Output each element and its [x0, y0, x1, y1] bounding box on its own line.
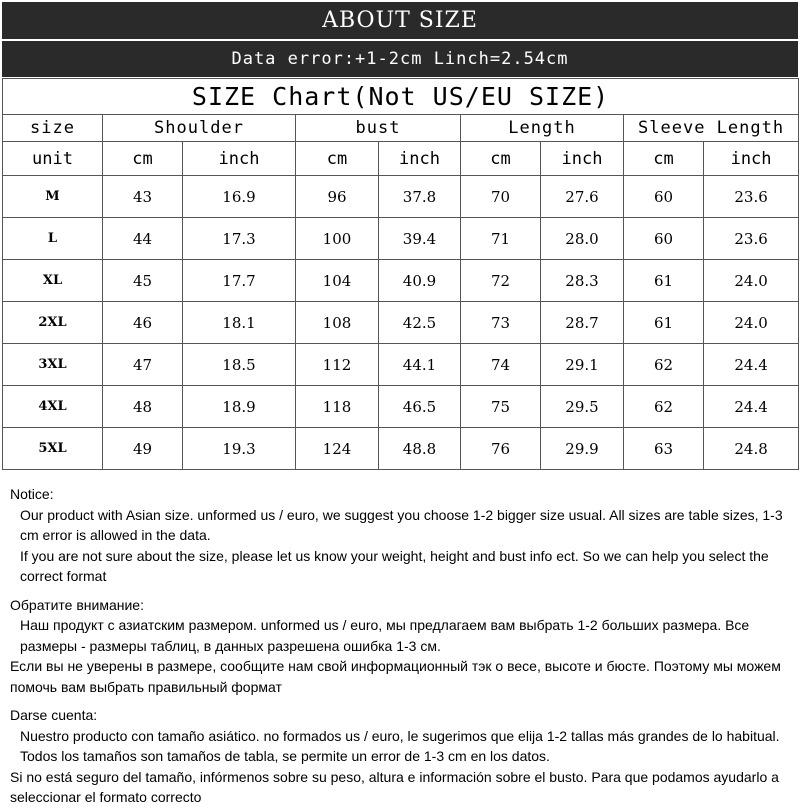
- group-header-row: [3, 115, 799, 142]
- length-header: Length: [461, 115, 624, 142]
- size-cell: 5XL: [3, 428, 103, 470]
- measurement-cell: 23.6: [704, 176, 799, 218]
- table-row: [3, 428, 799, 470]
- about-size-banner: [2, 2, 798, 39]
- table-row: [3, 386, 799, 428]
- unit-cell: inch: [541, 142, 624, 176]
- measurement-cell: 73: [461, 302, 541, 344]
- sleeve-length-header: Sleeve Length: [624, 115, 799, 142]
- size-cell: 3XL: [3, 344, 103, 386]
- measurement-cell: 29.1: [541, 344, 624, 386]
- unit-cell: cm: [461, 142, 541, 176]
- notes-section: [10, 484, 795, 808]
- measurement-cell: 24.8: [704, 428, 799, 470]
- notice-heading-ru: Обратите внимание:: [10, 596, 144, 613]
- size-chart-title: SIZE Chart(Not US/EU SIZE): [3, 79, 799, 115]
- measurement-cell: 43: [103, 176, 183, 218]
- measurement-cell: 60: [624, 176, 704, 218]
- notice-text-ru-2: Если вы не уверены в размере, сообщите нам свой информационный тэк о весе, высоте и бюсте. Поэтому мы можем помочь вам выбрать правильный формат: [10, 658, 781, 695]
- shoulder-header: Shoulder: [103, 115, 296, 142]
- measurement-cell: 23.6: [704, 218, 799, 260]
- measurement-cell: 39.4: [379, 218, 461, 260]
- size-cell: L: [3, 218, 103, 260]
- notice-text-en-2: If you are not sure about the size, please let us know your weight, height and bust info ect. So we can help you select the correct format: [20, 547, 769, 584]
- unit-cell: inch: [704, 142, 799, 176]
- table-row: [3, 218, 799, 260]
- measurement-cell: 18.9: [183, 386, 296, 428]
- measurement-cell: 24.0: [704, 260, 799, 302]
- measurement-cell: 70: [461, 176, 541, 218]
- size-rows: [3, 176, 799, 470]
- measurement-cell: 46.5: [379, 386, 461, 428]
- unit-cell: cm: [296, 142, 379, 176]
- notice-text-ru: Наш продукт с азиатским размером. unformed us / euro, мы предлагаем вам выбрать 1-2 больших размера. Все размеры - размеры таблиц, в данных разрешена ошибка 1-3 см.: [20, 617, 750, 654]
- measurement-cell: 61: [624, 260, 704, 302]
- size-chart-table: [2, 78, 799, 470]
- measurement-cell: 96: [296, 176, 379, 218]
- measurement-cell: 17.7: [183, 260, 296, 302]
- measurement-cell: 16.9: [183, 176, 296, 218]
- measurement-cell: 29.5: [541, 386, 624, 428]
- measurement-cell: 100: [296, 218, 379, 260]
- size-column-header: size: [3, 115, 103, 142]
- measurement-cell: 27.6: [541, 176, 624, 218]
- unit-cell: cm: [103, 142, 183, 176]
- measurement-cell: 118: [296, 386, 379, 428]
- measurement-cell: 37.8: [379, 176, 461, 218]
- unit-cell: inch: [379, 142, 461, 176]
- measurement-cell: 76: [461, 428, 541, 470]
- measurement-cell: 17.3: [183, 218, 296, 260]
- table-row: [3, 344, 799, 386]
- measurement-cell: 45: [103, 260, 183, 302]
- measurement-cell: 71: [461, 218, 541, 260]
- unit-cell: cm: [624, 142, 704, 176]
- table-row: [3, 176, 799, 218]
- measurement-cell: 48: [103, 386, 183, 428]
- measurement-cell: 18.1: [183, 302, 296, 344]
- measurement-cell: 112: [296, 344, 379, 386]
- measurement-cell: 108: [296, 302, 379, 344]
- measurement-cell: 124: [296, 428, 379, 470]
- measurement-cell: 60: [624, 218, 704, 260]
- notice-text-es-2: Si no está seguro del tamaño, infórmenos sobre su peso, altura e información sobre el busto. Para que podamos ayudarlo a seleccionar el formato correcto: [10, 768, 779, 805]
- banner-title: ABOUT SIZE: [322, 8, 478, 33]
- data-error-banner: [2, 41, 798, 77]
- measurement-cell: 28.7: [541, 302, 624, 344]
- measurement-cell: 61: [624, 302, 704, 344]
- size-cell: 4XL: [3, 386, 103, 428]
- measurement-cell: 28.0: [541, 218, 624, 260]
- notice-heading-en: Notice:: [10, 486, 54, 502]
- measurement-cell: 74: [461, 344, 541, 386]
- measurement-cell: 104: [296, 260, 379, 302]
- bust-header: bust: [296, 115, 461, 142]
- measurement-cell: 24.4: [704, 344, 799, 386]
- measurement-cell: 29.9: [541, 428, 624, 470]
- table-row: [3, 302, 799, 344]
- measurement-cell: 48.8: [379, 428, 461, 470]
- unit-header-row: [3, 142, 799, 176]
- measurement-cell: 63: [624, 428, 704, 470]
- measurement-cell: 49: [103, 428, 183, 470]
- measurement-cell: 62: [624, 344, 704, 386]
- measurement-cell: 42.5: [379, 302, 461, 344]
- measurement-cell: 62: [624, 386, 704, 428]
- measurement-cell: 40.9: [379, 260, 461, 302]
- unit-cell: inch: [183, 142, 296, 176]
- measurement-cell: 47: [103, 344, 183, 386]
- notice-text-en: Our product with Asian size. unformed us / euro, we suggest you choose 1-2 bigger size usual. All sizes are table sizes, 1-3 cm error is allowed in the data.: [20, 506, 783, 543]
- banner-subtitle: Data error:+1-2cm Linch=2.54cm: [231, 49, 569, 69]
- measurement-cell: 28.3: [541, 260, 624, 302]
- measurement-cell: 18.5: [183, 344, 296, 386]
- size-cell: M: [3, 176, 103, 218]
- measurement-cell: 24.0: [704, 302, 799, 344]
- measurement-cell: 46: [103, 302, 183, 344]
- measurement-cell: 72: [461, 260, 541, 302]
- measurement-cell: 44.1: [379, 344, 461, 386]
- table-row: [3, 260, 799, 302]
- size-cell: 2XL: [3, 302, 103, 344]
- measurement-cell: 44: [103, 218, 183, 260]
- notice-text-es: Nuestro producto con tamaño asiático. no formados us / euro, le sugerimos que elija 1-2 tallas más grandes de lo habitual. Todos los tamaños son tamaños de tabla, se permite un error de 1-3 cm en los datos.: [20, 727, 780, 764]
- unit-column-header: unit: [3, 142, 103, 176]
- notice-heading-es: Darse cuenta:: [10, 707, 98, 723]
- measurement-cell: 75: [461, 386, 541, 428]
- measurement-cell: 19.3: [183, 428, 296, 470]
- measurement-cell: 24.4: [704, 386, 799, 428]
- size-cell: XL: [3, 260, 103, 302]
